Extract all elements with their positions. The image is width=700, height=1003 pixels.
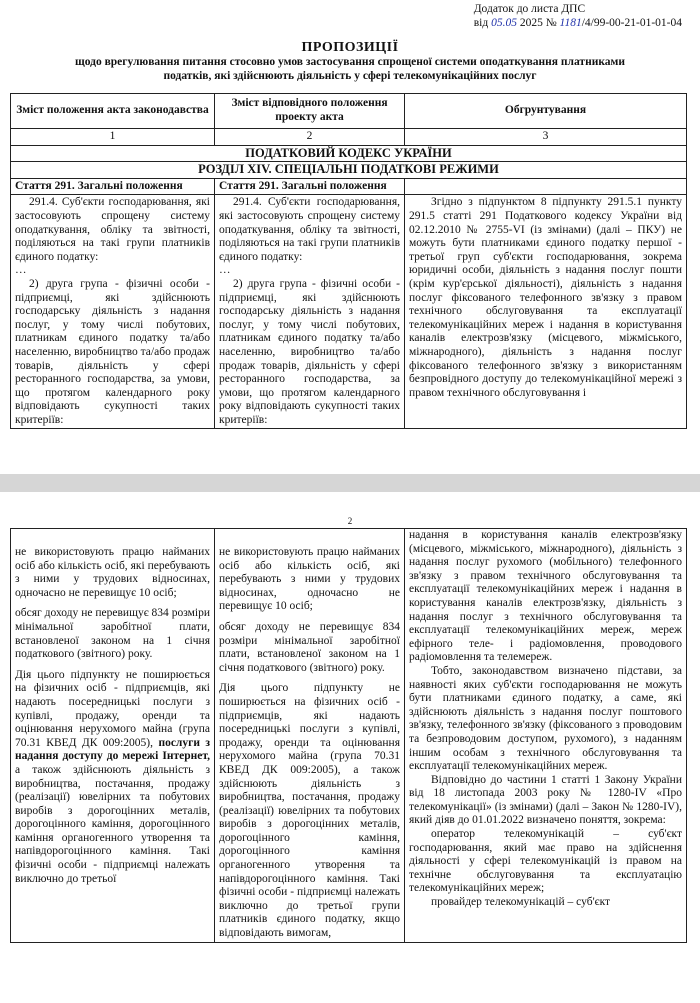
article-title-draft: Стаття 291. Загальні положення [215, 178, 405, 195]
document-page-2 [0, 492, 700, 1003]
page-number: 2 [347, 516, 353, 526]
column-number-row [11, 129, 687, 146]
table-header-row [11, 94, 687, 129]
draft-act-text: 291.4. Суб'єкти господарювання, які застосовують спрощену систему оподаткування, обліку та звітності, поділяються на такі групи платників єдиного податку: … 2) друга група - фізичні особи - підприємці, які здійснюють господарську діяльність з надання послуг, у тому числі побутових, платникам єдиного податку та/або населенню, виробництво та/або продаж товарів, діяльність у сфері ресторанного господарства, за умови, що протягом календарного року відповідають сукупності таких критеріїв: [215, 195, 405, 429]
letter-reference [474, 2, 682, 30]
article-title-current: Стаття 291. Загальні положення [11, 178, 215, 195]
column-number: 3 [405, 129, 687, 146]
proposals-table [10, 93, 687, 429]
document-page-1 [0, 0, 700, 474]
current-law-text: 291.4. Суб'єкти господарювання, які застосовують спрощену систему оподаткування, обліку та звітності, поділяються на такі групи платників єдиного податку: … 2) друга група - фізичні особи - підприємці, які здійснюють господарську діяльність з надання послуг, у тому числі побутових, платникам єдиного податку та/або населенню, виробництво та/або продаж товарів, діяльність у сфері ресторанного господарства, за умови, що протягом календарного року відповідають сукупності таких критеріїв: [11, 195, 215, 429]
justification-text: надання в користування каналів електрозв'язку (місцевого, міжміського, міжнародного), діяльність з надання послуг рухомого (мобільного) телефонного зв'язку з правом технічного обслуговування та експлуатації телекомунікаційних мереж і надання в користування каналів електрозв'язку, діяльність з надання послуг з технічного обслуговування та експлуатації телекомунікаційних мереж, мереж ефірного теле- і радіомовлення, проводового радіомовлення та телемереж. Тобто, законодавством визначено підстави, за наявності яких суб'єкти господарювання не можуть бути платниками єдиного податку, а саме, які здійснюють діяльність з надання послуг поштового зв'язку, телефонного зв'язку (фіксованого з проводовим та безпроводовим доступом, рухомого), з наданням іншим особам з технічного обслуговування та експлуатації телекомунікаційних мереж. Відповідно до частини 1 статті 1 Закону України від 18 листопада 2003 року № 1280-IV «Про телекомунікації» (із змінами) (далі – Закон № 1280-IV), який діяв до 01.01.2022 визначено поняття, зокрема: оператор телекомунікацій – суб'єкт господарювання, який має право на здійснення діяльності у сфері телекомунікацій із правом на технічне обслуговування та експлуатацію телекомунікаційних мереж; провайдер телекомунікацій – суб'єкт [405, 529, 687, 943]
handwritten-date: 05.05 [491, 17, 517, 29]
table-row [11, 195, 687, 429]
reference-code: /4/99-00-21-01-01-04 [581, 17, 682, 29]
code-title-row [11, 145, 687, 162]
column-number: 2 [215, 129, 405, 146]
document-title: ПРОПОЗИЦІЇ [301, 40, 399, 55]
document-subtitle: щодо врегулювання питання стосовно умов застосування спрощеної системи оподаткування платниками податків, які здійснюють діяльність у сфері телекомунікаційних послуг [75, 56, 625, 82]
handwritten-number: 1181 [559, 17, 582, 29]
proposals-table-continued [10, 528, 687, 943]
draft-act-text: не використовують працю найманих осіб або кількість осіб, які перебувають з ними у трудових відносинах, одночасно не перевищує 10 осіб; обсяг доходу не перевищує 834 розміри мінімальної заробітної плати, встановленої законом на 1 січня податкового (звітного) року. Дія цього підпункту не поширюється на фізичних осіб - підприємців, які надають посередницькі послуги з купівлі, продажу, оренди та оцінювання нерухомого майна (група 70.31 КВЕД ДК 009:2005), а також здійснюють діяльність з виробництва, постачання, продажу (реалізації) ювелірних та побутових виробів з дорогоцінних металів, дорогоцінного каміння, дорогоцінного каміння органогенного утворення та напівдорогоцінного каміння. Такі фізичні особи - підприємці належать виключно до третьої групи платників єдиного податку, якщо відповідають вимогам, [215, 529, 405, 943]
justification-text: Згідно з підпунктом 8 підпункту 291.5.1 пункту 291.5 статті 291 Податкового кодексу України від 02.12.2010 № 2755-VI (із змінами) (далі – ПКУ) не можуть бути платниками єдиного податку першої - третьої груп суб'єкти господарювання, зокрема юридичні особи, діяльність з надання послуг пошти (крім кур'єрської діяльності), діяльність з надання послуг фіксованого телефонного зв'язку з правом технічного обслуговування та експлуатації телекомунікаційних мереж і надання в користування каналів електрозв'язку (місцевого, міжміського, міжнародного), діяльність з надання послуг фіксованого телефонного зв'язку з використанням безпровідного доступу до телекомунікаційної мережі з правом технічного обслуговування і [405, 195, 687, 429]
article-title-row [11, 178, 687, 195]
section-title: РОЗДІЛ XIV. СПЕЦІАЛЬНІ ПОДАТКОВІ РЕЖИМИ [11, 162, 687, 179]
date-prefix: від [473, 17, 489, 29]
column-header-draft-act: Зміст відповідного положення проекту акта [215, 94, 405, 129]
column-header-current-law: Зміст положення акта законодавства [11, 94, 215, 129]
table-row [11, 529, 687, 943]
highlighted-text: послуги з надання доступу до мережі Інтернет, [15, 736, 211, 763]
letter-reference-line1: Додаток до листа ДПС [473, 3, 586, 15]
column-header-justification: Обгрунтування [405, 94, 687, 129]
code-title: ПОДАТКОВИЙ КОДЕКС УКРАЇНИ [11, 145, 687, 162]
section-title-row [11, 162, 687, 179]
current-law-text: не використовують працю найманих осіб або кількість осіб, які перебувають з ними у трудових відносинах, одночасно не перевищує 10 осіб; обсяг доходу не перевищує 834 розміри мінімальної заробітної плати, встановленої законом на 1 січня податкового (звітного) року. Дія цього підпункту не поширюється на фізичних осіб - підприємців, які надають посередницькі послуги з купівлі, продажу, оренди та оцінювання нерухомого майна (група 70.31 КВЕД ДК 009:2005), послуги з надання доступу до мережі Інтернет, а також здійснюють діяльність з виробництва, постачання, продажу (реалізації) ювелірних та побутових виробів з дорогоцінних металів, дорогоцінного каміння, дорогоцінного каміння органогенного утворення та напівдорогоцінного каміння. Такі фізичні особи - підприємці належать виключно до третьої [11, 529, 215, 943]
column-number: 1 [11, 129, 215, 146]
year-number-label: 2025 № [519, 17, 557, 29]
